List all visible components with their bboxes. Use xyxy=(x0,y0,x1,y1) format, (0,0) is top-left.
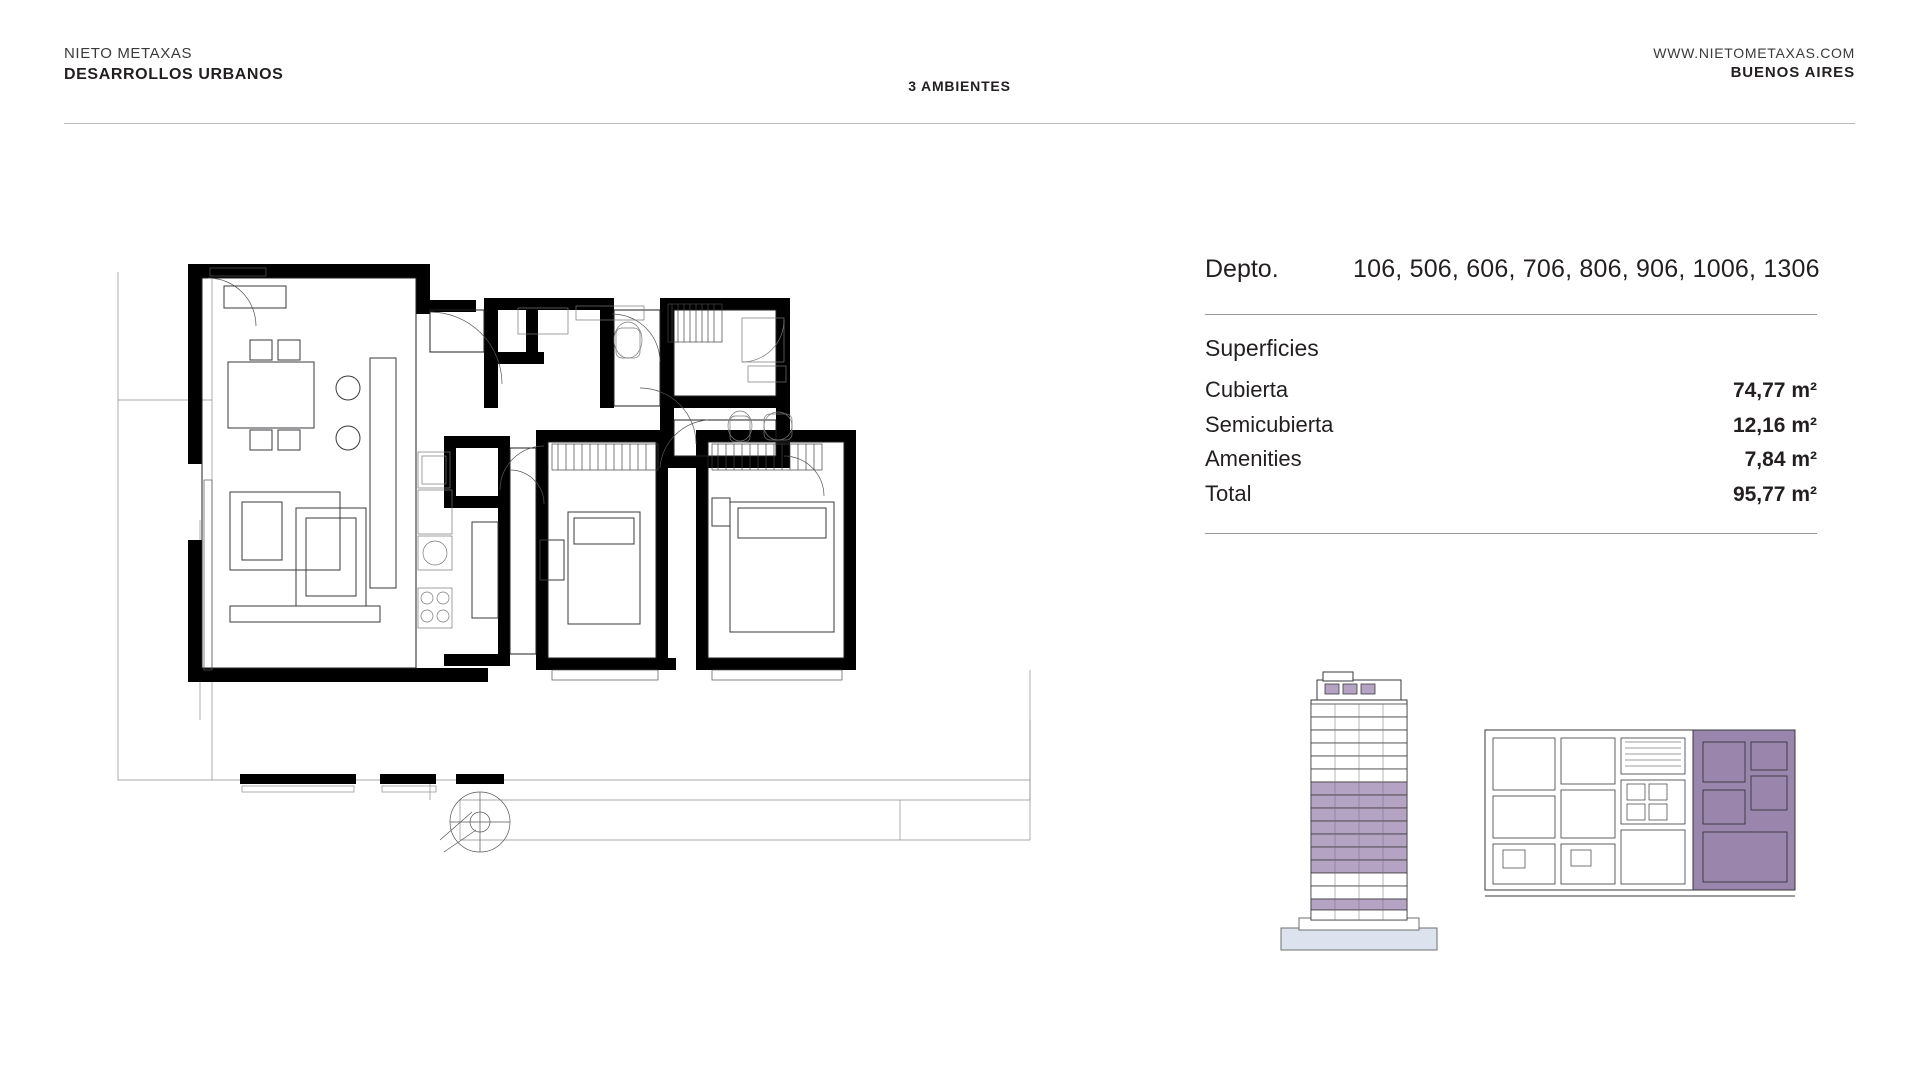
table-row xyxy=(1205,408,1817,443)
meta-block xyxy=(1653,44,1855,83)
table-row xyxy=(1205,477,1817,512)
surface-value: 74,77 m² xyxy=(1732,379,1817,402)
page-title: 3 AMBIENTES xyxy=(908,78,1011,94)
info-divider-bottom xyxy=(1205,533,1817,534)
depto-label: Depto. xyxy=(1205,255,1279,283)
depto-value: 106, 506, 606, 706, 806, 906, 1006, 1306 xyxy=(1353,255,1820,283)
surface-value: 12,16 m² xyxy=(1732,413,1817,437)
surfaces-title: Superficies xyxy=(1205,335,1319,361)
city-label: BUENOS AIRES xyxy=(1730,63,1855,81)
table-row xyxy=(1205,373,1817,408)
table-row xyxy=(1205,442,1817,477)
surfaces-block xyxy=(1205,315,1817,533)
floorplate-key xyxy=(1475,720,1805,920)
depto-row xyxy=(1205,255,1865,284)
website-url: WWW.NIETOMETAXAS.COM xyxy=(1653,45,1855,61)
unit-info-panel xyxy=(1205,255,1865,534)
surface-value: 95,77 m² xyxy=(1732,482,1817,506)
surface-label: Semicubierta xyxy=(1205,411,1334,437)
surface-label: Cubierta xyxy=(1205,377,1289,402)
tower-elevation-key xyxy=(1259,670,1459,960)
header-divider xyxy=(64,123,1855,124)
brand-subtitle: DESARROLLOS URBANOS xyxy=(64,66,284,84)
brand-name: NIETO METAXAS xyxy=(64,45,193,62)
floor-plan-drawing xyxy=(100,240,1160,940)
key-graphics xyxy=(1205,670,1865,960)
surface-label: Total xyxy=(1205,480,1252,506)
surface-label: Amenities xyxy=(1205,446,1302,472)
page-header xyxy=(0,0,1919,120)
surface-value: 7,84 m² xyxy=(1744,448,1817,472)
